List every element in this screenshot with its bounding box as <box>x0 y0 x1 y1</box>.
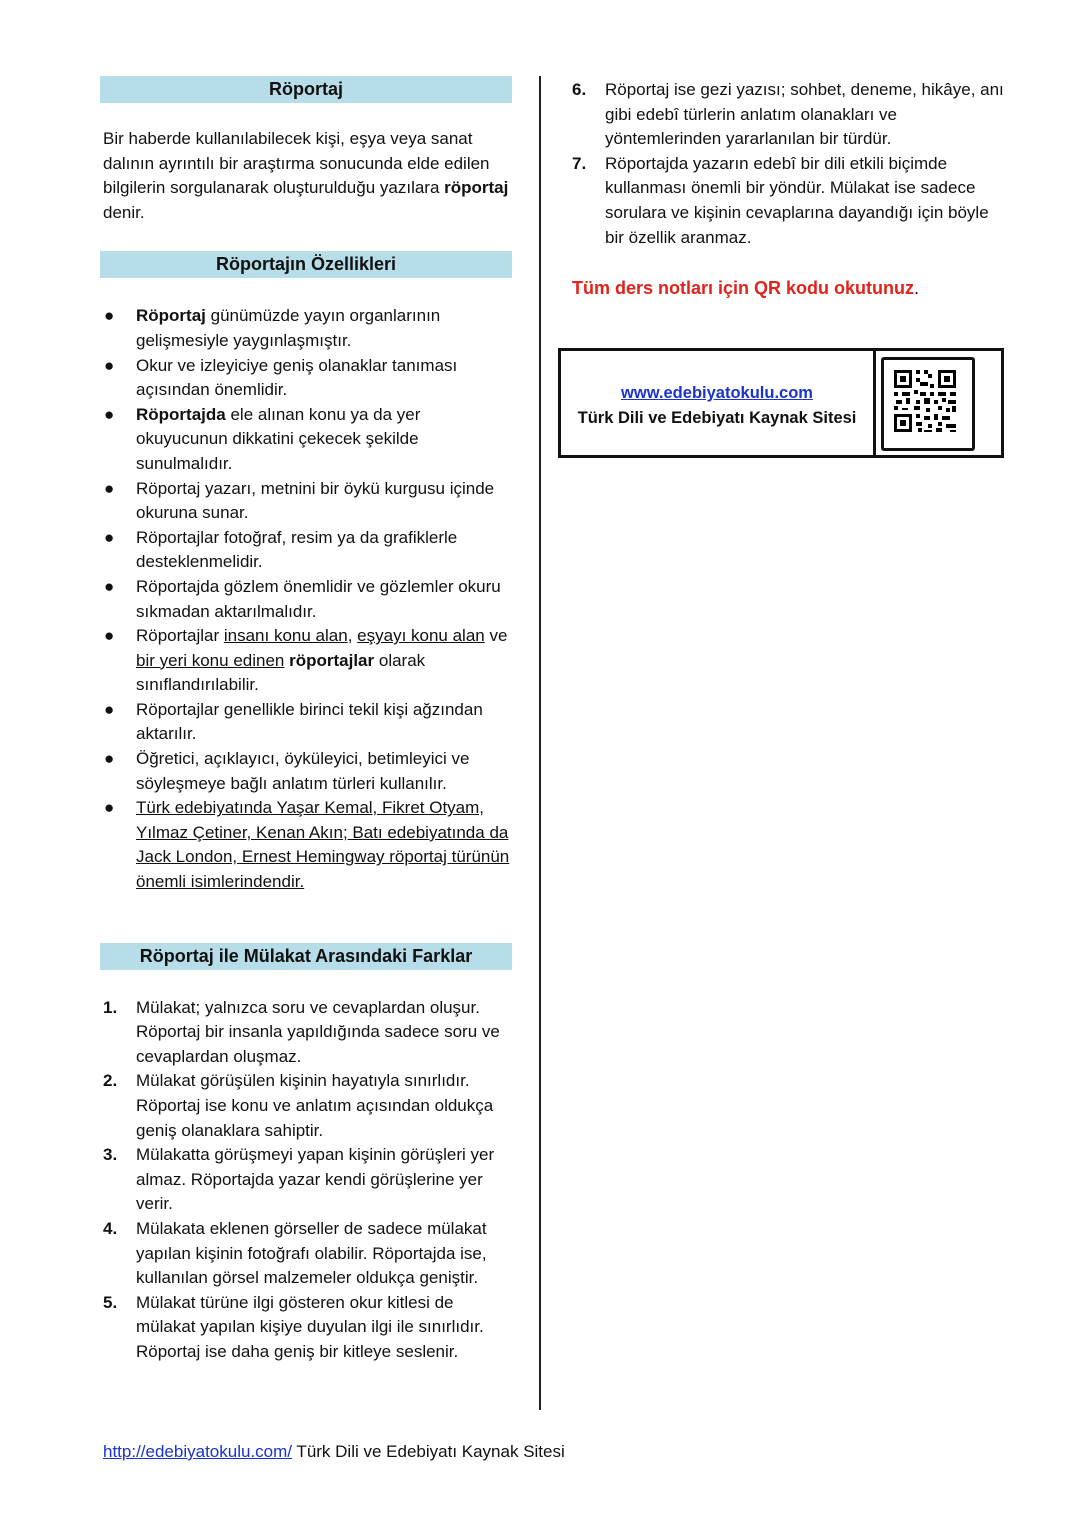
column-divider <box>539 76 541 1410</box>
item-text: Röportaj ise gezi yazısı; sohbet, deneme, hikâye, anı gibi edebî türlerin anlatım olanakları ve yöntemlerinden yararlanılan bir türdür. <box>605 80 1004 149</box>
bullet-icon: ● <box>104 355 115 375</box>
feature-text: Röportajlar fotoğraf, resim ya da grafiklerle desteklenmelidir. <box>136 527 458 572</box>
footer-text: Türk Dili ve Edebiyatı Kaynak Sitesi <box>292 1442 565 1461</box>
definition-paragraph <box>103 127 509 225</box>
feature-text: , <box>347 626 358 646</box>
heading-differences: Röportaj ile Mülakat Arasındaki Farklar <box>100 943 512 970</box>
bullet-icon: ● <box>104 798 115 818</box>
bullet-icon: ● <box>104 626 115 646</box>
qr-note-text: Tüm ders notları için QR kodu okutunuz <box>572 278 915 299</box>
item-text: Mülakata eklenen görseller de sadece mülakat yapılan kişinin fotoğrafı olabilir. Röportajda ise, kullanılan görsel malzemeler oldukça geniştir. <box>136 1218 487 1288</box>
bullet-icon: ● <box>104 576 115 596</box>
list-item <box>100 304 512 353</box>
heading-features: Röportajın Özellikleri <box>100 251 512 278</box>
features-list <box>100 304 512 894</box>
feature-text: Okur ve izleyiciye geniş olanaklar tanıması açısından önemlidir. <box>136 355 458 400</box>
definition-term: röportaj <box>444 178 509 198</box>
site-name: Türk Dili ve Edebiyatı Kaynak Sitesi <box>577 408 857 427</box>
feature-text: Röportajlar <box>136 626 224 646</box>
item-number: 6. <box>572 80 587 99</box>
list-item <box>558 78 1008 152</box>
item-text: Röportajda yazarın edebî bir dili etkili biçimde kullanması önemli bir yöndür. Mülakat ise sadece sorulara ve kişinin cevaplarına dayandığı için böyle bir özellik aranmaz. <box>605 153 989 247</box>
bullet-icon: ● <box>104 478 115 498</box>
list-item <box>100 996 512 1070</box>
item-number: 2. <box>103 1071 118 1091</box>
item-text: Mülakat; yalnızca soru ve cevaplardan oluşur. Röportaj bir insanla yapıldığında sadece soru ve cevaplardan oluşmaz. <box>136 997 500 1066</box>
feature-bold: Röportajda <box>136 404 226 424</box>
feature-text: Röportajlar genellikle birinci tekil kişi ağzından aktarılır. <box>136 699 483 744</box>
feature-text: günümüzde yayın organlarının gelişmesiyle yaygınlaşmıştır. <box>136 306 441 350</box>
item-number: 7. <box>572 153 587 173</box>
differences-list <box>100 996 512 1365</box>
list-item <box>100 796 512 894</box>
item-number: 5. <box>103 1292 118 1312</box>
feature-underlined: eşyayı konu alan <box>357 626 485 646</box>
list-item <box>100 526 512 575</box>
feature-text: Röportaj yazarı, metnini bir öykü kurgusu içinde okuruna sunar. <box>136 478 495 523</box>
bullet-icon: ● <box>104 699 115 719</box>
list-item <box>100 477 512 526</box>
feature-text: Öğretici, açıklayıcı, öyküleyici, betimleyici ve söyleşmeye bağlı anlatım türleri kullanılır. <box>136 749 470 793</box>
footer <box>103 1440 565 1465</box>
item-text: Mülakat görüşülen kişinin hayatıyla sınırlıdır. Röportaj ise konu ve anlatım açısından oldukça geniş olanaklara sahiptir. <box>136 1071 494 1140</box>
bullet-icon: ● <box>104 749 115 769</box>
feature-text: olarak sınıflandırılabilir. <box>136 650 426 695</box>
bullet-icon: ● <box>104 404 115 424</box>
definition-end: denir. <box>103 202 145 222</box>
definition-text: Bir haberde kullanılabilecek kişi, eşya veya sanat dalının ayrıntılı bir araştırma sonucunda elde edilen bilgilerin sorgulanarak oluşturulduğu yazılara <box>103 129 490 198</box>
qr-code[interactable] <box>881 357 975 451</box>
site-url-link[interactable]: www.edebiyatokulu.com <box>621 384 813 402</box>
qr-note-dot: . <box>914 278 920 299</box>
feature-bold: röportajlar <box>289 650 375 670</box>
right-column <box>558 78 1008 427</box>
feature-underlined: insanı konu alan <box>223 626 348 646</box>
list-item <box>100 403 512 477</box>
list-item <box>100 1217 512 1291</box>
item-number: 4. <box>103 1218 118 1238</box>
feature-text: Röportajda gözlem önemlidir ve gözlemler okuru sıkmadan aktarılmalıdır. <box>136 576 501 621</box>
item-text: Mülakat türüne ilgi gösteren okur kitlesi de mülakat yapılan kişiye duyulan ilgi ile sınırlıdır. Röportaj ise daha geniş bir kitleye seslenir. <box>136 1292 484 1361</box>
item-number: 1. <box>103 997 118 1017</box>
list-item <box>100 624 512 698</box>
differences-list-continued <box>558 78 1008 250</box>
site-box <box>558 348 1004 458</box>
list-item <box>100 1291 512 1365</box>
feature-text: ve <box>484 626 508 646</box>
list-item <box>100 1143 512 1217</box>
list-item <box>100 575 512 624</box>
qr-note <box>572 276 1008 301</box>
item-text: Mülakatta görüşmeyi yapan kişinin görüşleri yer almaz. Röportajda yazar kendi görüşlerine yer verir. <box>136 1145 495 1214</box>
bullet-icon: ● <box>104 527 115 547</box>
site-box-text <box>561 351 876 455</box>
list-item <box>558 152 1008 250</box>
feature-underlined: Türk edebiyatında Yaşar Kemal, Fikret Otyam, Yılmaz Çetiner, Kenan Akın; Batı edebiyatında da Jack London, Ernest Hemingway röportaj türünün önemli isimlerindendir. <box>136 798 510 892</box>
list-item <box>100 698 512 747</box>
list-item <box>100 1069 512 1143</box>
qr-code-icon <box>884 360 966 442</box>
list-item <box>100 354 512 403</box>
feature-bold: Röportaj <box>136 306 206 326</box>
feature-text: ele alınan konu ya da yer okuyucunun dikkatini çekecek şekilde sunulmalıdır. <box>136 404 421 473</box>
footer-link[interactable]: http://edebiyatokulu.com/ <box>103 1442 293 1461</box>
bullet-icon: ● <box>104 306 115 326</box>
left-column <box>100 76 512 1365</box>
list-item <box>100 747 512 796</box>
item-number: 3. <box>103 1145 118 1165</box>
heading-roportaj: Röportaj <box>100 76 512 103</box>
feature-underlined: bir yeri konu edinen <box>136 650 285 670</box>
